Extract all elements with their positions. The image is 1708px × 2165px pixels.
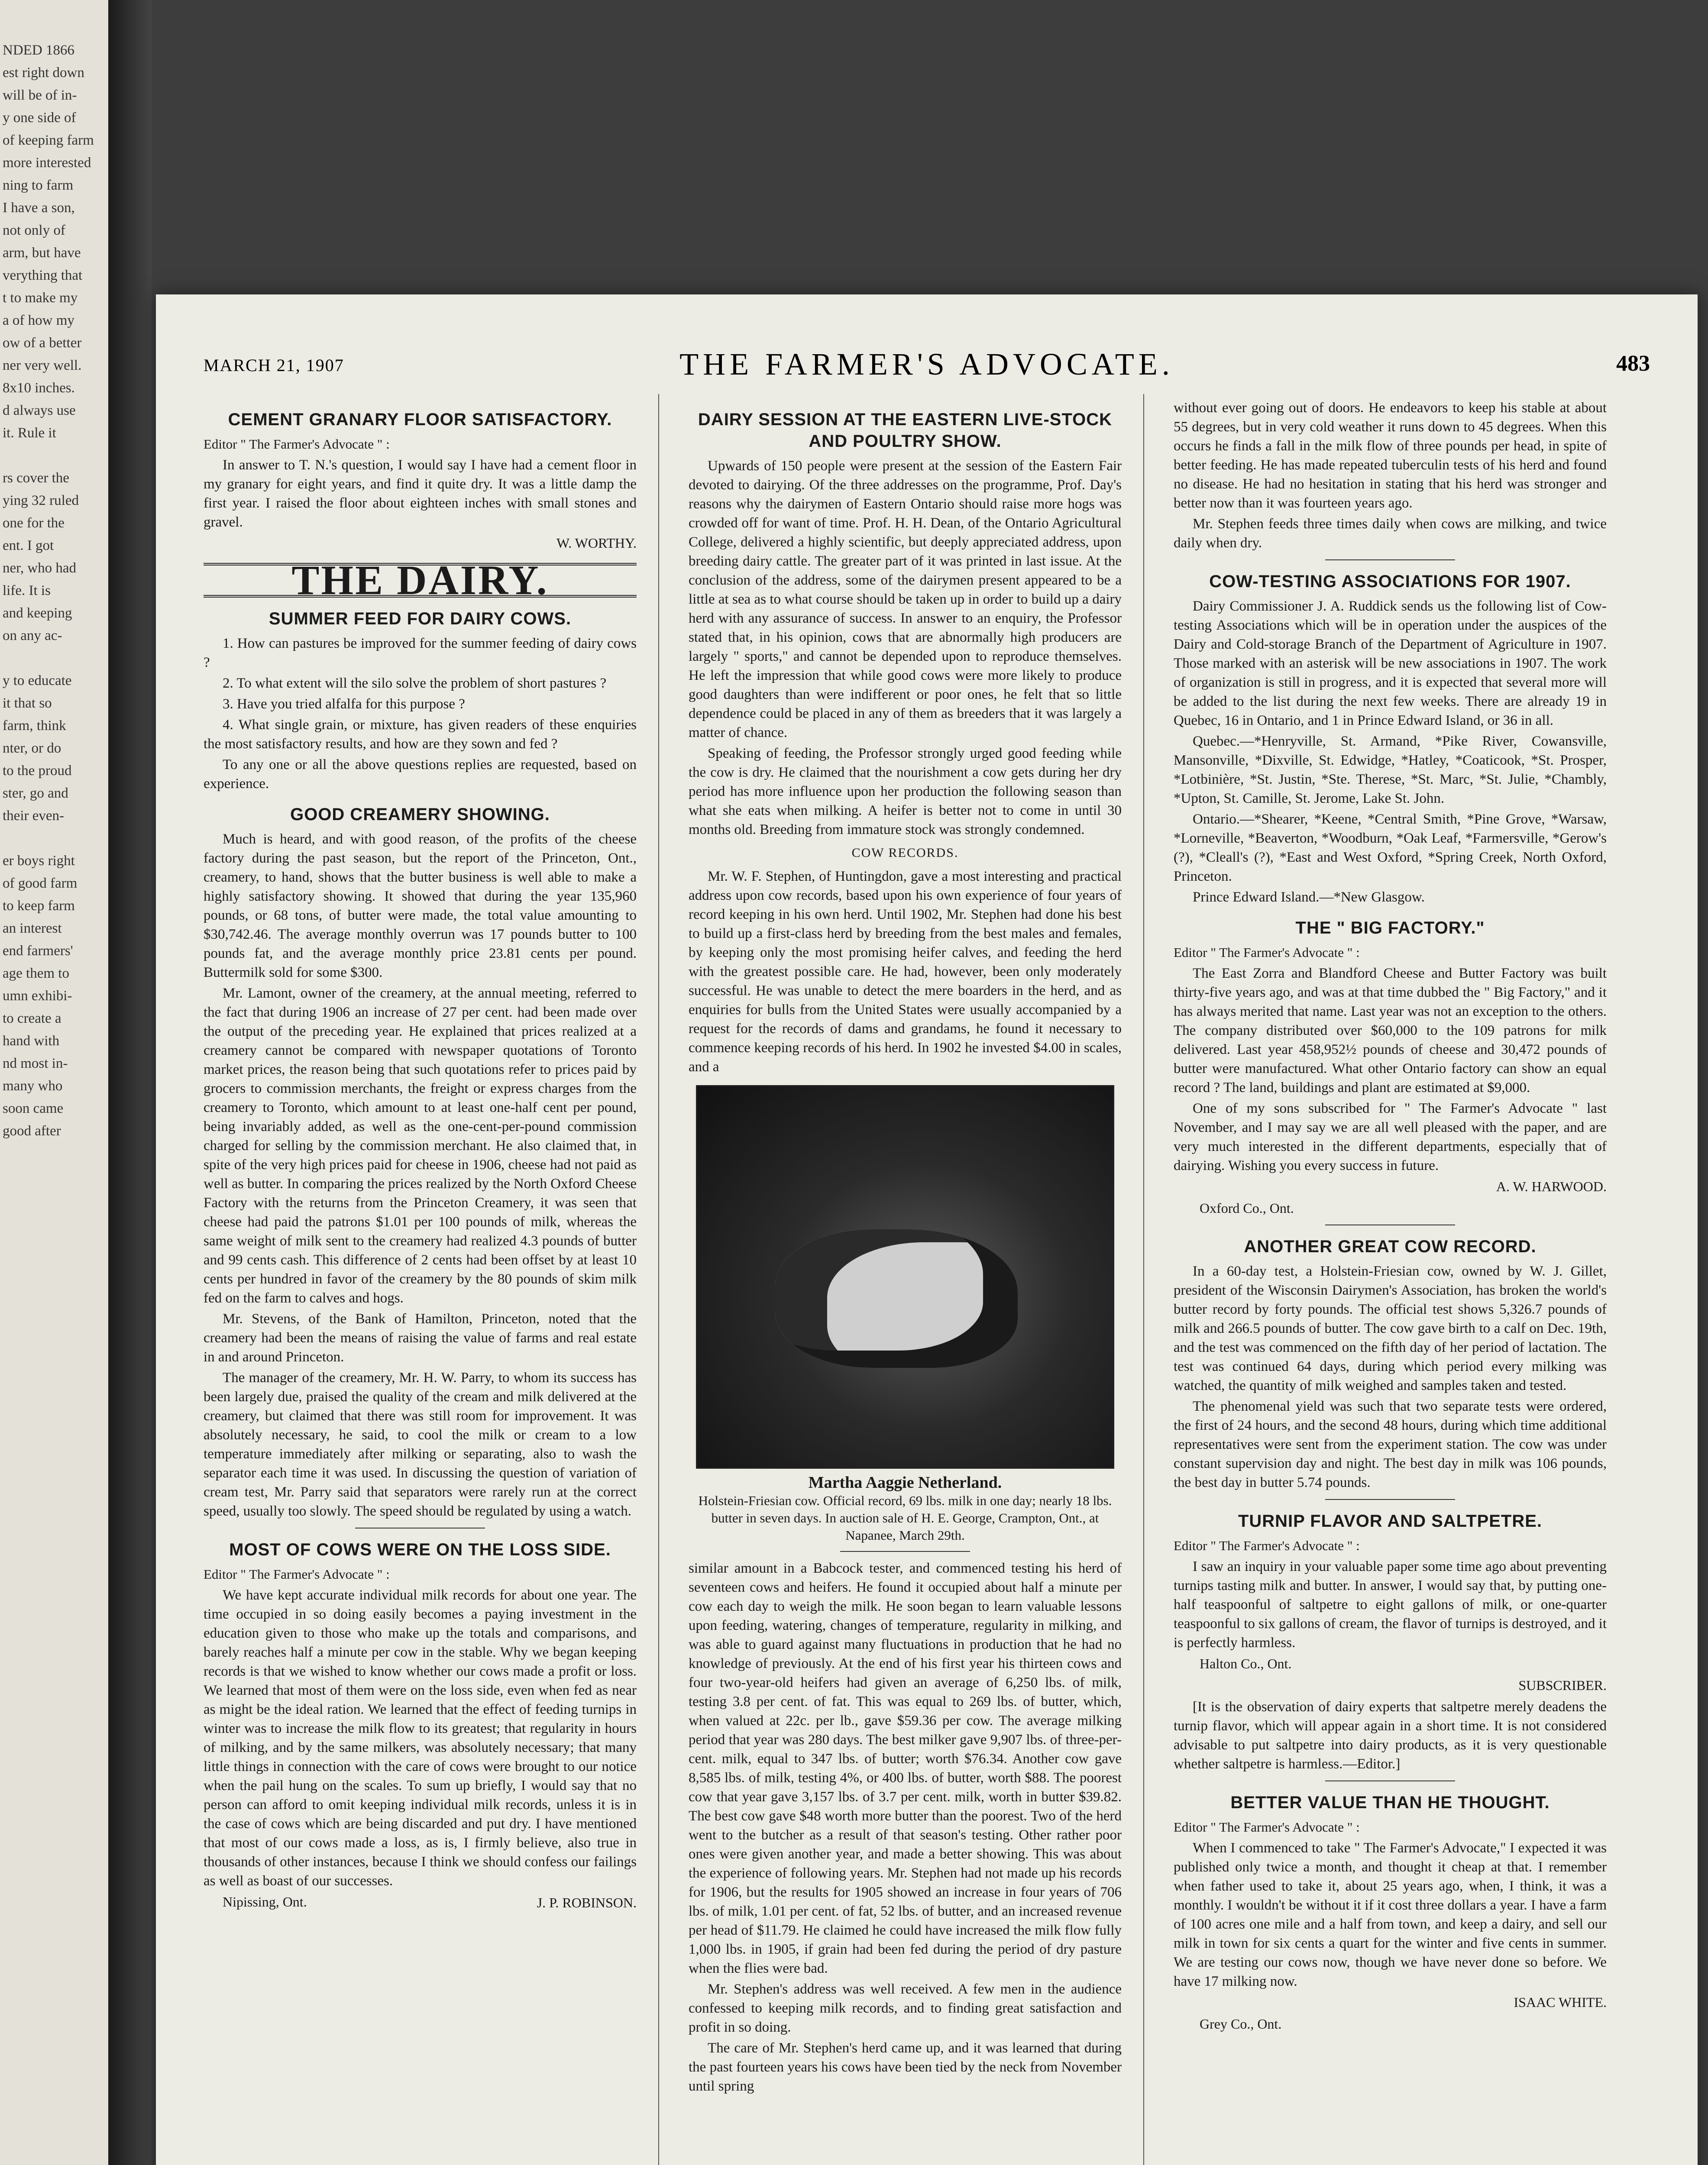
- article-title: DAIRY SESSION AT THE EASTERN LIVE-STOCK AND POULTRY SHOW.: [698, 410, 1113, 451]
- fragment-line: to keep farm: [3, 898, 75, 914]
- fragment-line: [3, 647, 108, 669]
- cow-figure: [775, 1229, 1018, 1368]
- fragment-line: [3, 444, 108, 467]
- article-paragraph: Mr. W. F. Stephen, of Huntingdon, gave a most interesting and practical address upon cow records, based upon his own experience of four years of record keeping in his own herd. Until 1902, Mr. Stephen had done his best to build up a first-class herd by breeding from the best males and females, by keeping only the most promising heifer calves, and feeding the herd with the greatest possible care. He had, however, been only moderately successful. He was unable to detect the mere boarders in the herd, and as enquiries for bulls from the United States were usually accompanied by a request for the records of dams and grandams, he found it necessary to commence keeping records of his herd. In 1902 he invested $4.00 in scales, and a: [689, 869, 1122, 1075]
- fragment-line: of keeping farm: [3, 132, 94, 148]
- fragment-line: nter, or do: [3, 740, 61, 756]
- editor-note: [It is the observation of dairy experts that saltpetre merely deadens the turnip flavor, which will appear again in a short time. It is not considered advisable to put saltpetre into dairy products, as it is very questionable whether saltpetre is harmless.—Editor.]: [1174, 1699, 1607, 1772]
- fragment-line: ent. I got: [3, 538, 54, 553]
- binding-gutter: [108, 0, 152, 2165]
- fragment-line: a of how my: [3, 313, 74, 328]
- fragment-line: 8x10 inches.: [3, 380, 75, 396]
- fragment-line: ner, who had: [3, 560, 77, 576]
- editor-salutation: Editor " The Farmer's Advocate " :: [1174, 945, 1360, 960]
- signature: SUBSCRIBER.: [1518, 1677, 1607, 1693]
- fragment-line: good after: [3, 1123, 61, 1139]
- photo-caption: Holstein-Friesian cow. Official record, 69 lbs. milk in one day; nearly 18 lbs. butter in seven days. In auction sale of H. E. George, Crampton, Ont., at Napanee, March 29th.: [698, 1493, 1112, 1543]
- column-rule: [1143, 394, 1144, 2165]
- article-title: GOOD CREAMERY SHOWING.: [290, 805, 550, 824]
- article-paragraph: The East Zorra and Blandford Cheese and Butter Factory was built thirty-five years ago, and was at that time dubbed the " Big Factory," and it has always merited that name. Last year was not an exception to the others. The company distributed over $60,000 to the 109 patrons for milk delivered. Last year 458,952½ pounds of cheese and 30,472 pounds of butter were manufactured. What other Ontario factory can show an equal record ? The land, buildings and plant are estimated at $9,000.: [1174, 966, 1607, 1095]
- question-item: To any one or all the above questions replies are requested, based on experience.: [204, 757, 637, 792]
- fragment-line: arm, but have: [3, 245, 81, 261]
- fragment-line: umn exhibi-: [3, 988, 72, 1004]
- article-paragraph: Upwards of 150 people were present at the session of the Eastern Fair devoted to dairying. Of the three addresses on the programme, Prof. Day's reasons why the dairymen of Eastern Ontario should raise more hogs was crowded off for want of time. Prof. H. H. Dean, of the Ontario Agricultural College, delivered a highly scientific, but deeply appreciated address, upon breeding dairy cattle. The greater part of it was printed in last issue. At the conclusion of the address, some of the dairymen present appeared to be a little at sea as to what course should be taken up in order to build up a dairy herd with any assurance of success. In answer to an enquiry, the Professor stated that, in his opinion, cows that are abnormally high producers are largely " sports," and cannot be depended upon to reproduce themselves. He left the impression that while good cows were more likely to produce good daughters than were indifferent or poor ones, he felt that so little dependence could be placed in any of them as breeders that it was largely a matter of chance.: [689, 458, 1122, 740]
- fragment-line: on any ac-: [3, 628, 62, 643]
- masthead: [204, 346, 1650, 385]
- signature: W. WORTHY.: [556, 535, 637, 551]
- fragment-line: er boys right: [3, 853, 75, 869]
- divider: [1325, 559, 1455, 560]
- article-title: SUMMER FEED FOR DAIRY COWS.: [268, 609, 572, 628]
- question-item: 3. Have you tried alfalfa for this purpose ?: [223, 696, 465, 712]
- signature: J. P. ROBINSON.: [537, 1895, 637, 1910]
- fragment-line: to the proud: [3, 763, 72, 779]
- signature: A. W. HARWOOD.: [1496, 1179, 1607, 1194]
- article-paragraph: One of my sons subscribed for " The Farmer's Advocate " last November, and I may say we are all well pleased with the paper, and are very much interested in the different departments, especially that of dairying. Wishing you every success in future.: [1174, 1101, 1607, 1173]
- article-title: BETTER VALUE THAN HE THOUGHT.: [1230, 1793, 1550, 1812]
- article-title: ANOTHER GREAT COW RECORD.: [1244, 1237, 1537, 1256]
- article-paragraph: Speaking of feeding, the Professor strongly urged good feeding while the cow is dry. He claimed that the nourishment a cow gets during her dry period has more influence upon her production the following season than what she eats when milking. A heifer is better not to come in until 30 months old. Breeding from immature stock was strongly condemned.: [689, 746, 1122, 837]
- section-banner: THE DAIRY.: [204, 563, 637, 598]
- fragment-line: an interest: [3, 921, 62, 936]
- fragment-line: hand with: [3, 1033, 60, 1049]
- fragment-line: rs cover the: [3, 470, 69, 486]
- editor-salutation: Editor " The Farmer's Advocate " :: [1174, 1819, 1360, 1835]
- article-title: TURNIP FLAVOR AND SALTPETRE.: [1238, 1512, 1543, 1531]
- newspaper-page: [156, 294, 1698, 2165]
- divider: [840, 1551, 970, 1552]
- fragment-line: ner very well.: [3, 358, 82, 373]
- fragment-line: ster, go and: [3, 785, 68, 801]
- column-rule: [658, 394, 659, 2165]
- fragment-line: and keeping: [3, 605, 72, 621]
- fragment-line: y one side of: [3, 110, 76, 126]
- signature: ISAAC WHITE.: [1514, 1994, 1607, 2010]
- fragment-line: est right down: [3, 65, 84, 81]
- fragment-line: their even-: [3, 808, 65, 824]
- editor-salutation: Editor " The Farmer's Advocate " :: [204, 1567, 390, 1582]
- column-2: [689, 398, 1122, 2165]
- article-paragraph: The manager of the creamery, Mr. H. W. Parry, to whom its success has been largely due, praised the quality of the cream and milk delivered at the creamery, but claimed that there was still room for improvement. It was absolutely necessary, he said, to cool the milk or cream to a low temperature immediately after milking or separating, also to wash the separator each time it was used. In discussing the question of variation of cream test, Mr. Parry said that separators were rarely run at the correct speed, usually too slowly. The speed should be regulated by using a watch.: [204, 1370, 637, 1519]
- column-3: [1174, 398, 1607, 2165]
- issue-date: MARCH 21, 1907: [204, 355, 344, 375]
- fragment-line: it. Rule it: [3, 425, 56, 441]
- location: Nipissing, Ont.: [223, 1894, 307, 1910]
- fragment-line: ying 32 ruled: [3, 493, 79, 508]
- fragment-line: soon came: [3, 1101, 64, 1116]
- article-paragraph: without ever going out of doors. He endeavors to keep his stable at about 55 degrees, but in very cold weather it runs down to 45 degrees. When this occurs he finds a fall in the milk flow of three pounds per head, in spite of better feeding. He has made repeated tuberculin tests of his herd and found no disease. He had no hesitation in stating that his herd was stronger and better now than it was fourteen years ago.: [1174, 400, 1607, 511]
- fragment-line: it that so: [3, 695, 52, 711]
- adjacent-page-edge: [0, 0, 108, 2165]
- fragment-line: NDED 1866: [3, 42, 74, 58]
- article-title: THE " BIG FACTORY.": [1295, 918, 1485, 937]
- article-paragraph: Mr. Stevens, of the Bank of Hamilton, Princeton, noted that the creamery had been the means of raising the value of farms and real estate in and around Princeton.: [204, 1311, 637, 1365]
- photo-caption-title: Martha Aaggie Netherland.: [808, 1473, 1002, 1492]
- article-paragraph: Mr. Stephen feeds three times daily when cows are milking, and twice daily when dry.: [1174, 516, 1607, 551]
- fragment-line: y to educate: [3, 673, 72, 688]
- divider: [1325, 1780, 1455, 1781]
- article-paragraph: The care of Mr. Stephen's herd came up, and it was learned that during the past fourteen years his cows have been tied by the neck from November until spring: [689, 2040, 1122, 2094]
- article-paragraph: Prince Edward Island.—*New Glasgow.: [1193, 889, 1425, 905]
- article-title: COW-TESTING ASSOCIATIONS FOR 1907.: [1209, 572, 1571, 591]
- article-title: MOST OF COWS WERE ON THE LOSS SIDE.: [229, 1540, 611, 1559]
- fragment-line: ow of a better: [3, 335, 82, 351]
- question-item: 1. How can pastures be improved for the summer feeding of dairy cows ?: [204, 636, 637, 670]
- divider: [1325, 1499, 1455, 1500]
- fragment-line: farm, think: [3, 718, 66, 734]
- fragment-line: to create a: [3, 1011, 61, 1026]
- fragment-line: one for the: [3, 515, 65, 531]
- article-paragraph: We have kept accurate individual milk records for about one year. The time occupied in so doing easily becomes a paying investment in the education given to those who make up the totals and comparisons, and barely reaches half a minute per cow in the stable. Why we began keeping records is that we wished to know whether our cows made a profit or loss. We learned that most of them were on the loss side, even when fed as near as might be the ideal ration. We learned that the effect of feeding turnips in winter was to increase the milk flow to its greatest; that regularity in hours of milking, and by the same milkers, was absolutely necessary; that many little things in connection with the care of cows were brought to our notice when the pail hung on the scales. To sum up briefly, I would say that no person can afford to omit keeping individual milk records, unless it is in the case of cows which are being discarded and put dry. I have mentioned that most of our cows made a loss, as is, I firmly believe, also true in thousands of other instances, because I think we should confess our failings as well as boast of our successes.: [204, 1587, 637, 1889]
- fragment-line: not only of: [3, 223, 65, 238]
- article-paragraph: similar amount in a Babcock tester, and commenced testing his herd of seventeen cows and heifers. He found it occupied about half a minute per cow each day to weigh the milk. He soon began to learn valuable lessons upon feeding, watering, changes of temperature, regularity in milking, and was able to guard against many fluctuations in production that he had no knowledge of previously. At the end of his first year his thirteen cows and four two-year-old heifers had given an average of 6,250 lbs. of milk, testing 3.8 per cent. of fat. This was equal to 269 lbs. of butter, which, when valued at 22c. per lb., gave $59.36 per cow. The average milking period that year was 280 days. The best milker gave 9,907 lbs. of three-per-cent. milk, equal to 347 lbs. of butter; worth $76.34. Another cow gave 8,585 lbs. of milk, testing 4%, or 400 lbs. of butter, worth $88. The poorest cow that year gave 3,157 lbs. of 3.7 per cent. milk, worth in butter $39.82. The best cow gave $48 worth more butter than the poorest. Two of the herd went to the butcher as a result of that season's testing. Other rather poor ones were given another year, and made a better showing. This was about the experience of following years. Mr. Stephen had not made up his records for 1906, but the results for 1905 showed an increase in four years of 706 lbs. of milk, 1.01 per cent. of fat, 52 lbs. of butter, and an increased revenue per head of $11.79. He claimed he could have increased the milk flow fully 1,000 lbs. in 1905, if grain had been fed during the period of dry pasture when the flies were bad.: [689, 1561, 1122, 1976]
- fragment-line: of good farm: [3, 876, 78, 891]
- fragment-line: t to make my: [3, 290, 78, 306]
- fragment-line: d always use: [3, 403, 76, 418]
- article-paragraph: When I commenced to take " The Farmer's Advocate," I expected it was published only twice a month, and thought it cheap at that. I remember when father used to take it, about 25 years ago, when, I think, it was a monthly. I wouldn't be without it if it cost three dollars a year. I have a farm of 100 acres one mile and a half from town, and keep a dairy, and sell our milk in town for six cents a quart for the winter and five cents in summer. We are testing our cows now, though we have never done so before. We have 17 milking now.: [1174, 1840, 1607, 1989]
- fragment-line: age them to: [3, 966, 69, 981]
- fragment-line: verything that: [3, 268, 83, 283]
- article-paragraph: Mr. Lamont, owner of the creamery, at the annual meeting, referred to the fact that during 1906 an increase of 27 per cent. had been made over the output of the preceding year. He explained that prices realized at a creamery cannot be compared with newspaper quotations of Toronto market prices, the reason being that such quotations refer to prices paid by grocers to commission merchants, the freight or express charges from the creamery to Toronto, which amount to at least one-half cent per pound, being invariably added, as well as the one-cent-per-pound commission charged for selling by the commission merchant. He also claimed that, in spite of the very high prices paid for cheese in 1906, cheese had not paid as well as butter. In comparing the prices realized by the North Oxford Cheese Factory with the returns from the Princeton Creamery, it was seen that cheese had paid the patrons $1.01 per 100 pounds of milk, whereas the same weight of milk sent to the creamery had realized 4.3 pounds of butter and 99 cents cash. This difference of 2 cents had been offset by at least 10 cents per hundred in favor of the creamery by the 80 pounds of skim milk fed on the farm to calves and hogs.: [204, 986, 637, 1306]
- signature-line: [204, 1892, 637, 1915]
- location: Grey Co., Ont.: [1200, 2016, 1282, 2032]
- article-paragraph: Mr. Stephen's address was well received. A few men in the audience confessed to keeping milk records, and to finding great satisfaction and profit in so doing.: [689, 1981, 1122, 2035]
- article-paragraph: Much is heard, and with good reason, of the profits of the cheese factory during the past season, but the report of the Princeton, Ont., creamery, to hand, shows that the butter business is well able to make a highly satisfactory showing. It showed that during the year 135,960 pounds, or 68 tons, of butter were made, the total value amounting to $30,742.46. The average monthly overrun was 17 pounds butter to 100 pounds fat, and the average monthly price 23.81 cents per pound. Buttermilk sold for some $300.: [204, 831, 637, 980]
- article-paragraph: In answer to T. N.'s question, I would say I have had a cement floor in my granary for eight years, and find it quite dry. It was a little damp the first year. I raised the floor about eighteen inches with small stones and gravel.: [204, 457, 637, 530]
- article-paragraph: I saw an inquiry in your valuable paper some time ago about preventing turnips tasting milk and butter. In answer, I would say that, by putting one-half teaspoonful of saltpetre to eight gallons of milk, or one-quarter teaspoonful to six gallons of cream, the flavor of turnips is destroyed, and it is perfectly harmless.: [1174, 1559, 1607, 1651]
- article-paragraph: In a 60-day test, a Holstein-Friesian cow, owned by W. J. Gillet, president of the Wisconsin Dairymen's Association, has broken the world's butter record by forty pounds. The official test shows 5,326.7 pounds of milk and 266.5 pounds of butter. The cow gave birth to a calf on Dec. 19th, and the test was commenced on the fifth day of her period of lactation. The test was continued 64 days, during which period every milking was watched, the quantity of milk weighed and samples taken and tested.: [1174, 1263, 1607, 1393]
- subheading: COW RECORDS.: [851, 846, 959, 860]
- location: Halton Co., Ont.: [1200, 1656, 1292, 1671]
- question-item: 4. What single grain, or mixture, has given readers of these enquiries the most satisfactory results, and how are they sown and fed ?: [204, 717, 637, 752]
- fragment-line: I have a son,: [3, 200, 75, 216]
- fragment-line: more interested: [3, 155, 91, 171]
- column-1: [204, 398, 637, 2165]
- fragment-line: will be of in-: [3, 87, 77, 103]
- editor-salutation: Editor " The Farmer's Advocate " :: [204, 436, 390, 452]
- article-paragraph: The phenomenal yield was such that two separate tests were ordered, the first of 24 hours, and the second 48 hours, during which time additional representatives were sent from the experiment station. The cow was under constant supervision day and night. The best day in milk was 106 pounds, the best day in butter 5.74 pounds.: [1174, 1399, 1607, 1490]
- article-paragraph: Dairy Commissioner J. A. Ruddick sends us the following list of Cow-testing Associations which will be in operation under the auspices of the Dairy and Cold-storage Branch of the Department of Agriculture in 1907. Those marked with an asterisk will be new associations in 1907. The work of organization is still in progress, and it is expected that several more will be added to the list during the next few weeks. There are already 19 in Quebec, 16 in Ontario, and 1 in Prince Edward Island, or 36 in all.: [1174, 598, 1607, 728]
- cow-photograph: [696, 1085, 1114, 1469]
- article-paragraph: Ontario.—*Shearer, *Keene, *Central Smith, *Pine Grove, *Warsaw, *Lorneville, *Beaverton, *Woodburn, *Oak Leaf, *Farmersville, *Gerow's (?), *Cleall's (?), *East and West Oxford, *Spring Creek, North Oxford, Princeton.: [1174, 811, 1607, 884]
- page-number: 483: [1616, 351, 1650, 376]
- article-paragraph: Quebec.—*Henryville, St. Armand, *Pike River, Cowansville, Mansonville, *Dixville, St. Edwidge, *Hatley, *Coaticook, *St. Prosper, *Lotbinière, *St. Justin, *Ste. Therese, *St. Marc, *St. Julie, *Chambly, *Upton, St. Camille, St. Jerome, Lake St. John.: [1174, 734, 1607, 806]
- fragment-line: end farmers': [3, 943, 73, 959]
- question-item: 2. To what extent will the silo solve the problem of short pastures ?: [223, 675, 607, 691]
- location: Oxford Co., Ont.: [1200, 1200, 1294, 1216]
- fragment-line: [3, 827, 108, 850]
- fragment-line: life. It is: [3, 583, 51, 598]
- fragment-line: many who: [3, 1078, 63, 1094]
- adjacent-page-fragments: [0, 0, 108, 1142]
- fragment-line: nd most in-: [3, 1056, 68, 1071]
- paper-title: THE FARMER'S ADVOCATE.: [679, 347, 1174, 381]
- fragment-line: ning to farm: [3, 178, 74, 193]
- article-title: CEMENT GRANARY FLOOR SATISFACTORY.: [228, 410, 612, 429]
- editor-salutation: Editor " The Farmer's Advocate " :: [1174, 1538, 1360, 1553]
